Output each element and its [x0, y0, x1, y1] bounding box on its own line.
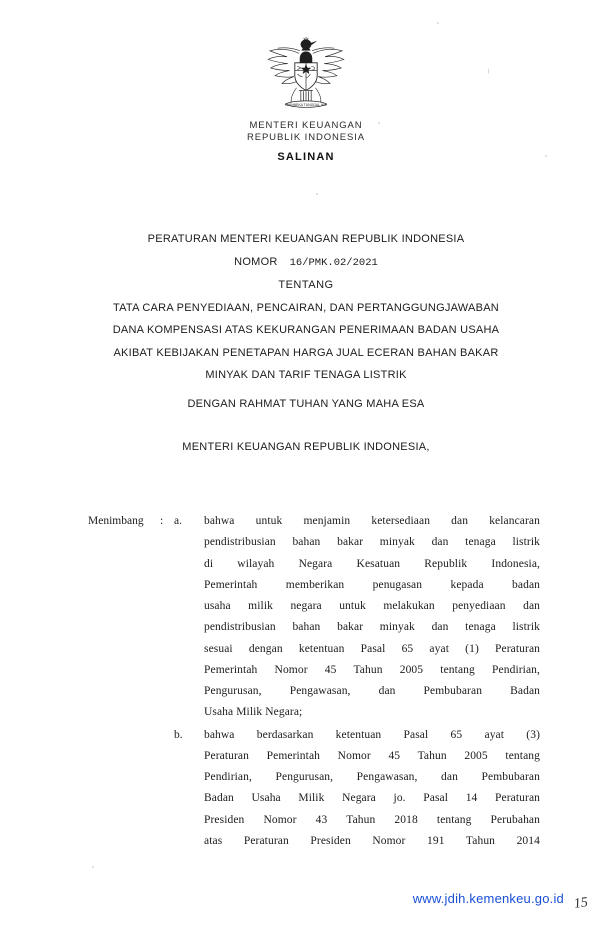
regulation-title: PERATURAN MENTERI KEUANGAN REPUBLIK INDONESIA	[147, 233, 465, 245]
scan-speck	[437, 22, 439, 24]
considering-a-line-4: Pemerintah memberikan penugasan kepada badan	[204, 578, 540, 591]
considering-label: Menimbang	[88, 515, 144, 527]
considering-letter-b: b.	[174, 728, 183, 741]
considering-a-line-3: di wilayah Negara Kesatuan Republik Indonesia,	[204, 557, 540, 570]
emblem-container	[0, 36, 612, 112]
considering-a-line-2: pendistribusian bahan bakar minyak dan tenaga listrik	[204, 536, 540, 549]
considering-text-a	[204, 511, 540, 724]
considering-b-line-6: atas Peraturan Presiden Nomor 191 Tahun 2014	[204, 834, 540, 847]
subject-line-2: DANA KOMPENSASI ATAS KEKURANGAN PENERIMAAN BADAN USAHA	[112, 324, 500, 337]
considering-a-line-5: usaha milik negara untuk melakukan penyediaan dan	[204, 600, 540, 613]
republic-name: REPUBLIK INDONESIA	[246, 131, 366, 143]
emblem-motto-text: BHINNEKA TUNGGAL IKA	[285, 103, 327, 108]
regulation-number-line	[80, 251, 532, 275]
blessing-line: DENGAN RAHMAT TUHAN YANG MAHA ESA	[187, 398, 425, 410]
subject-line-1: TATA CARA PENYEDIAAN, PENCAIRAN, DAN PERTANGGUNGJAWABAN	[113, 301, 499, 314]
garuda-pancasila-emblem	[263, 36, 349, 112]
considering-b-line-2: Peraturan Pemerintah Nomor 45 Tahun 2005 tentang	[204, 749, 540, 762]
about-label: TENTANG	[278, 279, 334, 292]
considering-item-b	[88, 725, 540, 853]
considering-a-line-6: pendistribusian bahan bakar minyak dan tenaga listrik	[204, 621, 540, 634]
considering-section	[88, 511, 540, 852]
authority-line: MENTERI KEUANGAN REPUBLIK INDONESIA,	[182, 441, 430, 453]
copy-label: SALINAN	[277, 150, 335, 163]
number-value: 16/PMK.02/2021	[289, 256, 378, 269]
considering-a-line-7: sesuai dengan ketentuan Pasal 65 ayat (1) Peraturan	[204, 642, 540, 655]
considering-b-line-1: bahwa berdasarkan ketentuan Pasal 65 ayat (3)	[204, 728, 540, 741]
document-header	[0, 120, 612, 165]
ministry-name: MENTERI KEUANGAN	[249, 120, 363, 131]
considering-a-line-8: Pemerintah Nomor 45 Tahun 2005 tentang Pendirian,	[204, 663, 540, 676]
considering-a-line-9: Pengurusan, Pengawasan, dan Pembubaran Badan	[204, 685, 540, 698]
considering-colon: :	[160, 515, 164, 527]
title-block	[80, 228, 532, 387]
jdih-url-link[interactable]: www.jdih.kemenkeu.go.id	[412, 891, 564, 906]
considering-text-b	[204, 725, 540, 853]
considering-a-line-1: bahwa untuk menjamin ketersediaan dan kelancaran	[204, 515, 540, 527]
considering-letter-a: a.	[174, 515, 182, 527]
page-number-handwritten: 15	[572, 895, 589, 912]
considering-b-line-4: Badan Usaha Milik Negara jo. Pasal 14 Peraturan	[204, 792, 540, 805]
scan-speck	[316, 193, 318, 195]
considering-a-line-10: Usaha Milik Negara;	[204, 706, 303, 719]
subject-line-3: AKIBAT KEBIJAKAN PENETAPAN HARGA JUAL ECERAN BAHAN BAKAR	[113, 346, 499, 359]
considering-b-line-5: Presiden Nomor 43 Tahun 2018 tentang Perubahan	[204, 813, 540, 826]
considering-b-line-3: Pendirian, Pengurusan, Pengawasan, dan Pembubaran	[204, 771, 540, 784]
number-label: NOMOR	[234, 255, 278, 268]
considering-item-a	[88, 511, 540, 724]
scan-speck	[92, 866, 94, 868]
subject-line-4: MINYAK DAN TARIF TENAGA LISTRIK	[205, 369, 407, 382]
